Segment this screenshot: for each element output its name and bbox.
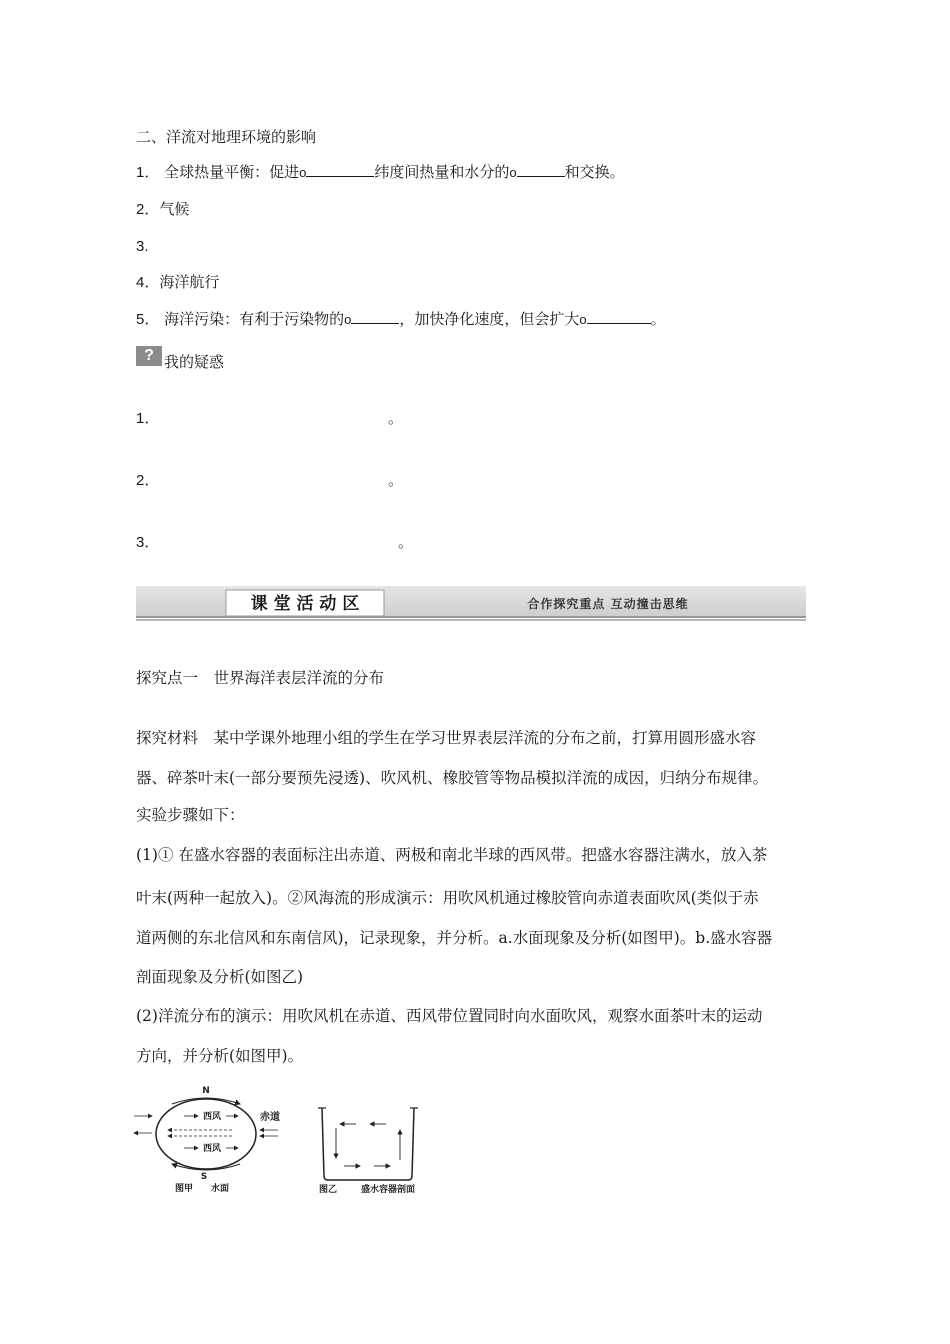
paragraph-line: 方向，并分析(如图甲)。 [136,1047,304,1065]
item-number: 1． [136,410,160,427]
paragraph-line: 器、碎茶叶末(一部分要预先浸透)、吹风机、橡胶管等物品模拟洋流的成因，归纳分布规律。 [136,769,769,787]
answer-marker: o [509,165,517,180]
item-text: 和交换。 [564,163,625,181]
doubt-item [136,532,414,553]
doubt-item [136,470,404,491]
answer-blank[interactable] [351,309,399,324]
equator-label: 赤道 [260,1112,280,1123]
figure-caption: 图乙 [318,1185,338,1195]
answer-marker: o [344,312,352,327]
north-label: N [202,1086,210,1096]
figure-caption: 水面 [210,1184,230,1194]
item-text: ，加快净化速度，但会扩大 [399,310,580,328]
section-banner [136,586,806,622]
question-icon: ? [136,346,162,366]
item-end: 。 [398,533,414,551]
list-item [136,199,189,220]
figure-caption: 图甲 [174,1184,194,1194]
item-number: 3. [136,238,149,255]
answer-blank[interactable] [306,162,374,177]
item-end: 。 [388,471,404,489]
item-text: 海洋航行 [159,273,220,291]
list-item [136,236,149,257]
item-text: 海洋污染：有利于污染物的 [164,310,345,328]
item-number: 3． [136,534,160,551]
westerly-label-bottom: 西风 [202,1144,222,1154]
list-item [136,162,625,183]
westerly-label-top: 西风 [202,1112,222,1122]
item-text: 。 [650,310,666,328]
item-number: 4． [136,274,160,291]
list-item [136,272,219,293]
figure-yi [310,1100,440,1196]
item-text: 纬度间热量和水分的 [374,163,510,181]
answer-blank[interactable] [587,309,651,324]
paragraph-line: (1)① 在盛水容器的表面标注出赤道、两极和南北半球的西风带。把盛水容器注满水，放入茶 [136,846,768,864]
item-number: 2． [136,472,160,489]
item-text: 气候 [159,200,190,218]
paragraph-line: 叶末(两种一起放入)。②风海流的形成演示：用吹风机通过橡胶管向赤道表面吹风(类似于赤 [136,889,759,907]
paragraph-line: 探究材料 某中学课外地理小组的学生在学习世界表层洋流的分布之前，打算用圆形盛水容 [136,729,757,747]
banner-subtitle: 合作探究重点 互动撞击思维 [527,597,689,611]
figure-caption: 盛水容器剖面 [360,1185,416,1195]
water-surface-ellipse [156,1099,256,1169]
paragraph-line: (2)洋流分布的演示：用吹风机在赤道、西风带位置同时向水面吹风，观察水面茶叶末的运动 [136,1007,763,1025]
answer-marker: o [579,312,587,327]
figure-jia [132,1080,292,1196]
answer-blank[interactable] [517,162,565,177]
list-item [136,309,666,330]
explore-material [136,718,816,1076]
paragraph-line: 道两侧的东北信风和东南信风)，记录现象，并分析。a.水面现象及分析(如图甲)。b.盛水容器 [136,929,773,947]
item-number: 5． [136,311,160,328]
answer-marker: o [299,165,307,180]
explore-heading: 探究点一 世界海洋表层洋流的分布 [136,669,385,687]
banner-graphic [136,586,806,622]
paragraph-line: 实验步骤如下： [136,806,245,824]
section-heading: 二、洋流对地理环境的影响 [136,128,317,146]
doubts-title: 我的疑惑 [164,353,225,371]
doubt-item [136,408,404,429]
south-label: S [200,1172,208,1182]
item-text: 全球热量平衡：促进 [164,163,300,181]
paragraph-line: 剖面现象及分析(如图乙) [136,968,304,986]
item-number: 2． [136,201,160,218]
banner-title: 课 堂 活 动 区 [250,594,360,614]
item-end: 。 [388,409,404,427]
item-number: 1． [136,164,160,181]
